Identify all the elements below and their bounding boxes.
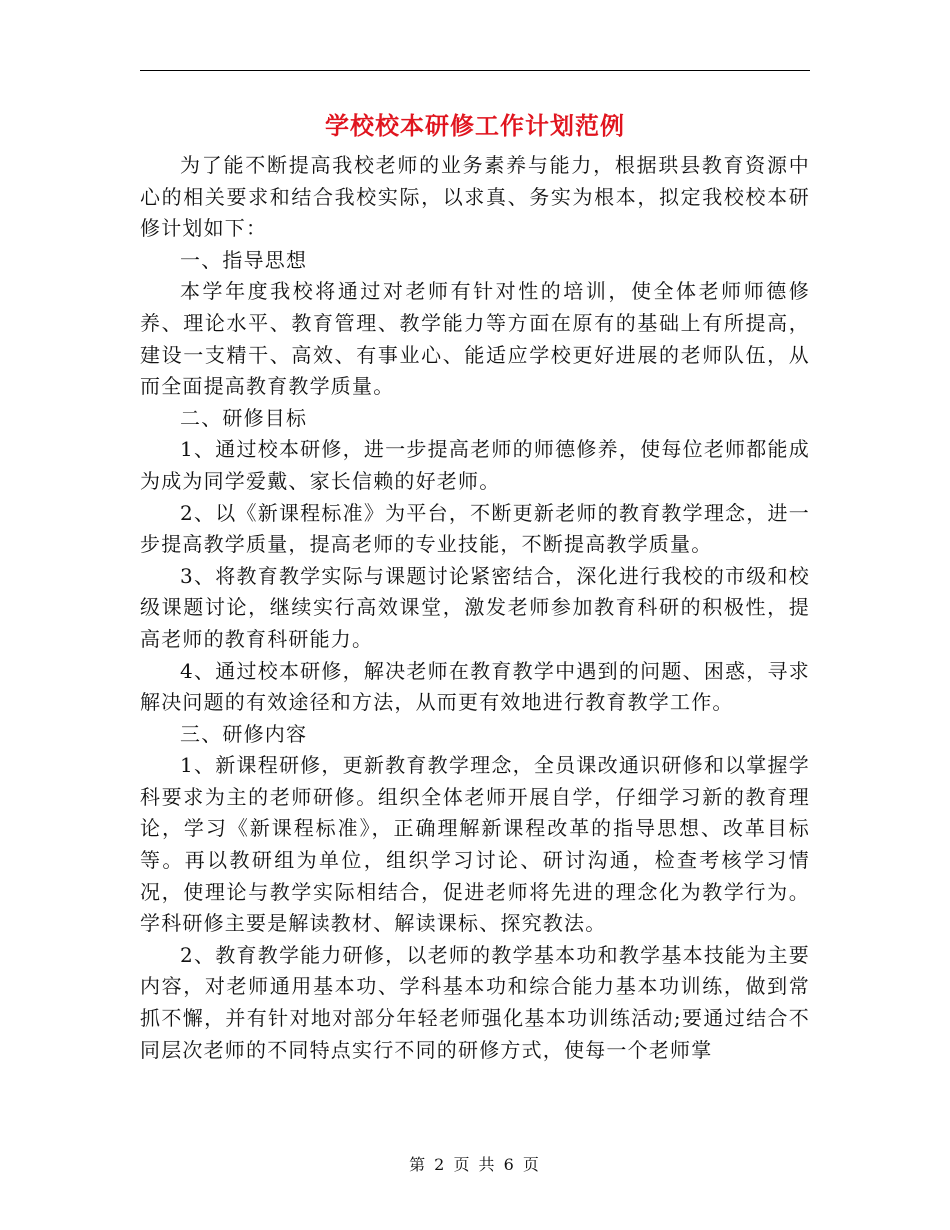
paragraph-content-1: 1、新课程研修，更新教育教学理念，全员课改通识研修和以掌握学科要求为主的老师研修。组织全体老师开展自学，仔细学习新的教育理论，学习《新课程标准》，正确理解新课程改革的指导思想、改革目标等。再以教研组为单位，组织学习讨论、研讨沟通，检查考核学习情况，使理论与教学实际相结合，促进老师将先进的理念化为教学行为。学科研修主要是解读教材、解读课标、探究教法。	[140, 753, 810, 936]
paragraph-content-2: 2、教育教学能力研修，以老师的教学基本功和教学基本技能为主要内容，对老师通用基本功、学科基本功和综合能力基本功训练，做到常抓不懈，并有针对地对部分年轻老师强化基本功训练活动;要通过结合不同层次老师的不同特点实行不同的研修方式，使每一个老师掌	[140, 942, 810, 1062]
section-heading-guiding-ideology: 一、指导思想	[180, 247, 308, 272]
paragraph-goal-3: 3、将教育教学实际与课题讨论紧密结合，深化进行我校的市级和校级课题讨论，继续实行高效课堂，激发老师参加教育科研的积极性，提高老师的教育科研能力。	[140, 563, 810, 651]
paragraph-goal-2: 2、以《新课程标准》为平台，不断更新老师的教育教学理念，进一步提高教学质量，提高老师的专业技能，不断提高教学质量。	[140, 500, 810, 557]
paragraph-goal-1: 1、通过校本研修，进一步提高老师的师德修养，使每位老师都能成为成为同学爱戴、家长信赖的好老师。	[140, 437, 810, 493]
header-rule	[140, 70, 810, 71]
paragraph-intro: 为了能不断提高我校老师的业务素养与能力，根据珙县教育资源中心的相关要求和结合我校实际，以求真、务实为根本，拟定我校校本研修计划如下：	[140, 153, 810, 241]
paragraph-guiding-ideology: 本学年度我校将通过对老师有针对性的培训，使全体老师师德修养、理论水平、教育管理、教学能力等方面在原有的基础上有所提高，建设一支精干、高效、有事业心、能适应学校更好进展的老师队伍，从而全面提高教育教学质量。	[140, 279, 810, 399]
document-body	[140, 150, 810, 1066]
document-title: 学校校本研修工作计划范例	[325, 111, 625, 140]
page-number-footer: 第 2 页 共 6 页	[409, 1155, 541, 1174]
paragraph-goal-4: 4、通过校本研修，解决老师在教育教学中遇到的问题、困惑，寻求解决问题的有效途径和方法，从而更有效地进行教育教学工作。	[140, 658, 810, 715]
section-heading-training-content: 三、研修内容	[180, 721, 308, 746]
section-heading-training-goals: 二、研修目标	[180, 405, 308, 430]
